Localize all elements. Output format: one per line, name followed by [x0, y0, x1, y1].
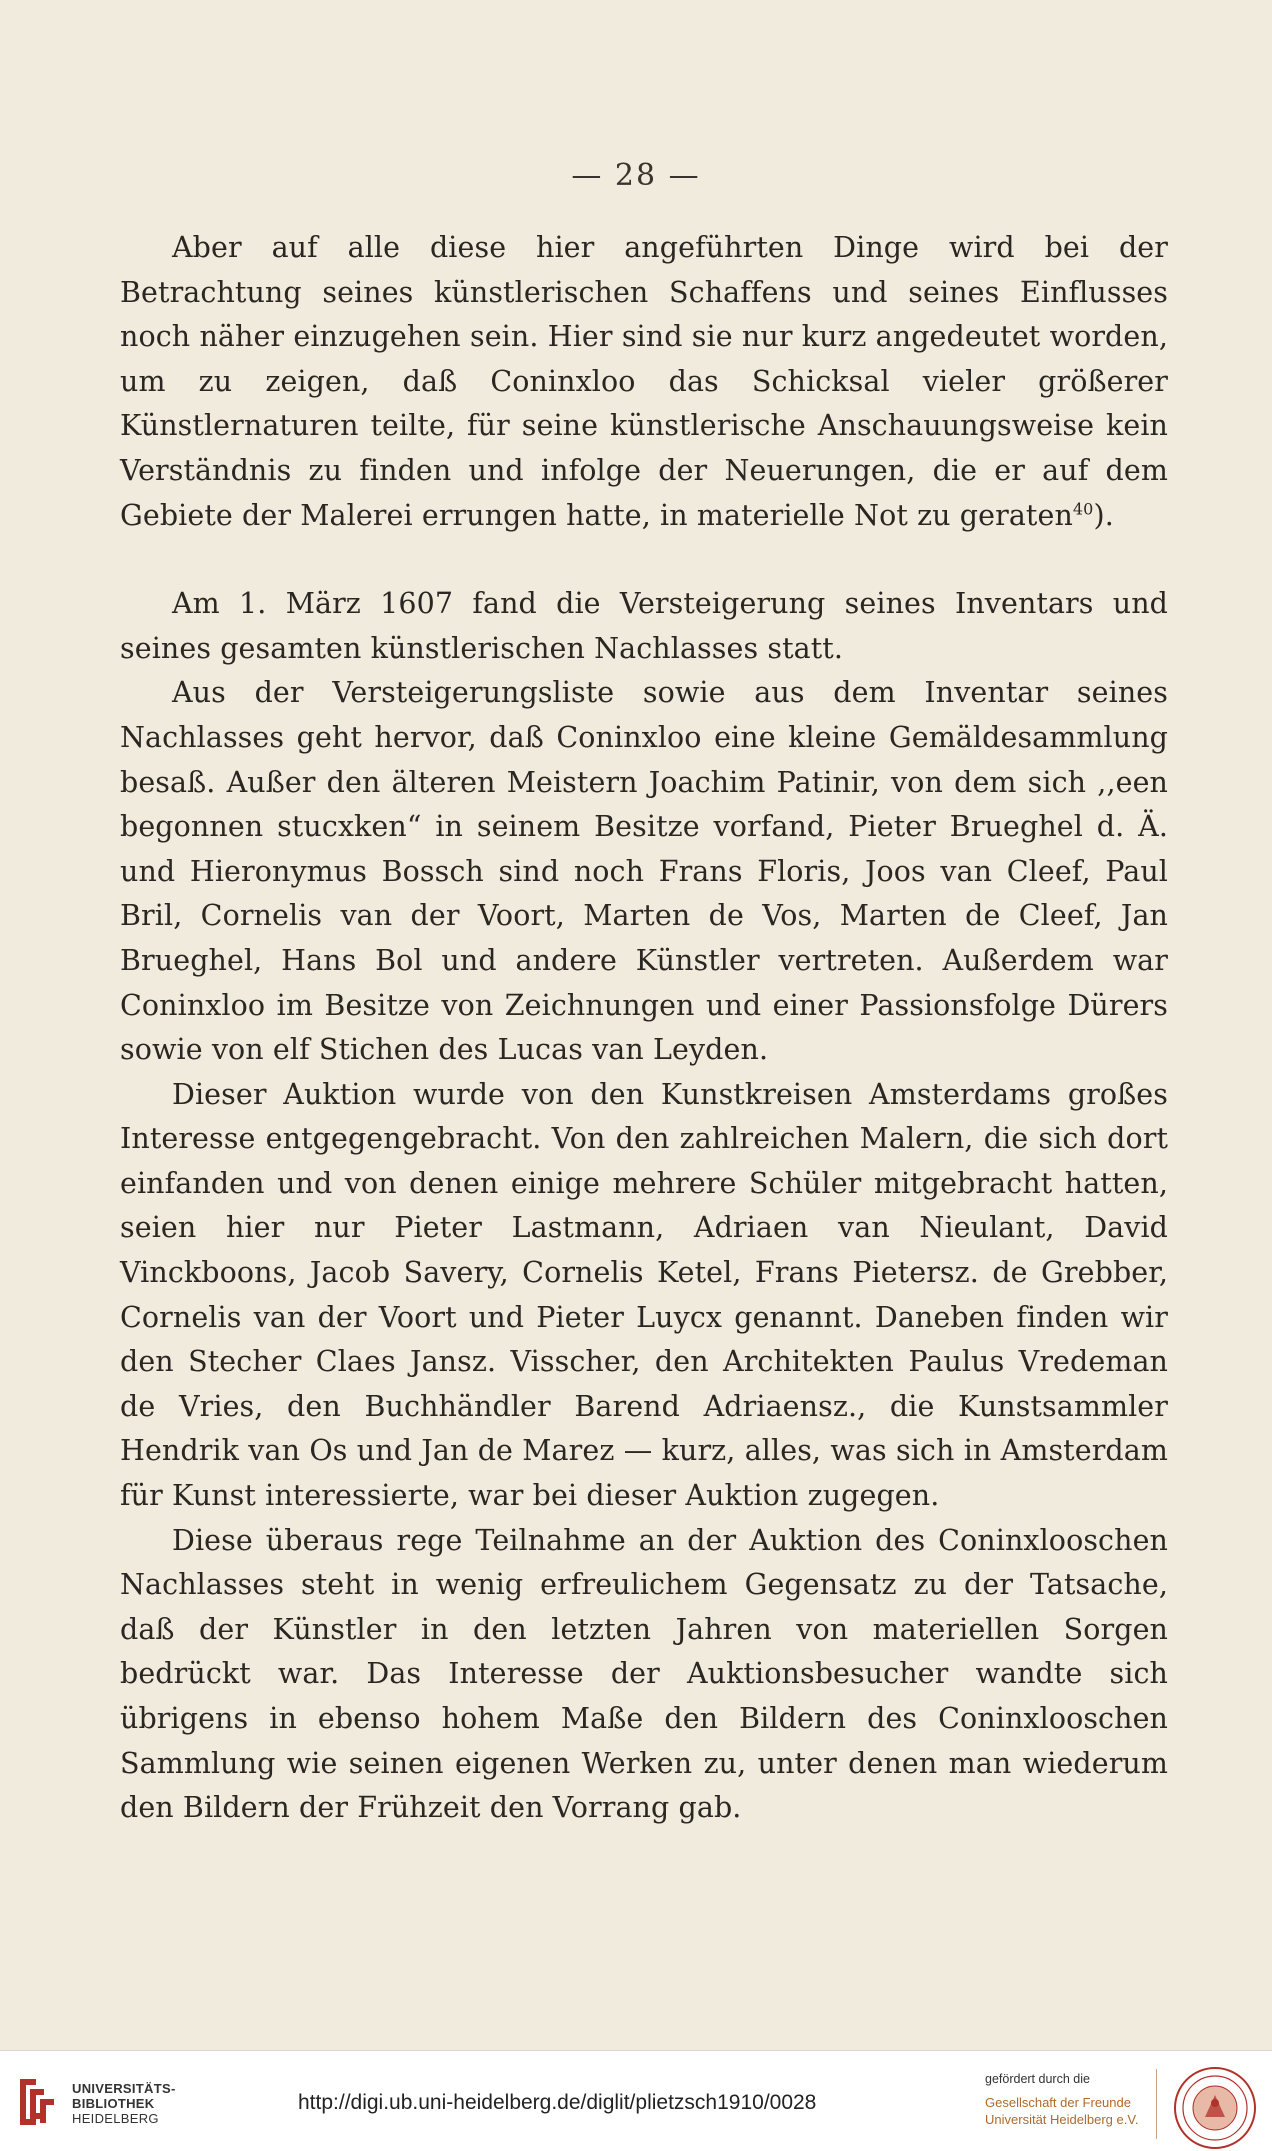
- library-line-2: BIBLIOTHEK: [72, 2096, 155, 2111]
- paragraph-4: Dieser Auktion wurde von den Kunstkreisen Amsterdams großes Interesse entgegengebracht. Von den zahlreichen Malern, die sich dort einfanden und von denen einige mehrere Schüler mitgebracht hatten, seien hier nur Pieter Lastmann, Adriaen van Nieulant, David Vinckboons, Jacob Savery, Cornelis Ketel, Frans Pietersz. de Grebber, Cornelis van der Voort und Pieter Luycx genannt. Daneben finden wir den Stecher Claes Jansz. Visscher, den Architekten Paulus Vredeman de Vries, den Buchhändler Barend Adriaensz., die Kunstsammler Hendrik van Os und Jan de Marez — kurz, alles, was sich in Amsterdam für Kunst interessierte, war bei dieser Auktion zugegen.: [120, 1077, 1168, 1513]
- sponsor-lead: gefördert durch die: [985, 2072, 1090, 2086]
- footer-divider: [1156, 2069, 1157, 2139]
- paragraph-1-tail: ).: [1093, 498, 1114, 532]
- viewer-footer: [0, 2050, 1272, 2151]
- footnote-ref-40[interactable]: 40: [1072, 499, 1094, 519]
- sponsor-org-line-1[interactable]: Gesellschaft der Freunde: [985, 2095, 1131, 2110]
- paragraph-3: Aus der Versteigerungsliste sowie aus dem Inventar seines Nachlasses geht hervor, daß Coninxloo eine kleine Gemäldesammlung besaß. Außer den älteren Meistern Joachim Patinir, von dem sich ,,een begonnen stucxken“ in seinem Besitze vorfand, Pieter Brueghel d. Ä. und Hieronymus Bossch sind noch Frans Floris, Joos van Cleef, Paul Bril, Cornelis van der Voort, Marten de Vos, Marten de Cleef, Jan Brueghel, Hans Bol und andere Künstler vertreten. Außerdem war Coninxloo im Besitze von Zeichnungen und einer Passionsfolge Dürers sowie von elf Stichen des Lucas van Leyden.: [120, 676, 1168, 1067]
- paragraph-5: Diese überaus rege Teilnahme an der Auktion des Coninxlooschen Nachlasses steht in wenig erfreulichem Gegensatz zu der Tatsache, daß der Künstler in den letzten Jahren von materiellen Sorgen bedrückt war. Das Interesse der Auktionsbesucher wandte sich übrigens in ebenso hohem Maße den Bildern des Coninxlooschen Sammlung wie seinen eigenen Werken zu, unter denen man wiederum den Bildern der Frühzeit den Vorrang gab.: [120, 1523, 1168, 1825]
- paragraph-1-text: Aber auf alle diese hier angeführten Dinge wird bei der Betrachtung seines künstlerischen Schaffens und seines Einflusses noch näher einzugehen sein. Hier sind sie nur kurz angedeutet worden, um zu zeigen, daß Coninxloo das Schicksal vieler größerer Künstlernaturen teilte, für seine künstlerische Anschauungsweise kein Verständnis zu finden und infolge der Neuerungen, die er auf dem Gebiete der Malerei errungen hatte, in materielle Not zu geraten: [120, 231, 1168, 532]
- body-text: [120, 226, 1168, 1831]
- permalink-url[interactable]: http://digi.ub.uni-heidelberg.de/diglit/plietzsch1910/0028: [298, 2091, 817, 2114]
- library-line-1: UNIVERSITÄTS-: [72, 2081, 176, 2096]
- library-line-3: HEIDELBERG: [72, 2111, 159, 2126]
- paragraph-2: Am 1. März 1607 fand die Versteigerung seines Inventars und seines gesamten künstlerischen Nachlasses statt.: [120, 587, 1168, 665]
- paragraph-1: [120, 226, 1168, 538]
- sponsor-block: [985, 2071, 1165, 2128]
- sponsor-org-line-2[interactable]: Universität Heidelberg e.V.: [985, 2112, 1139, 2127]
- page-number: — 28 —: [571, 158, 701, 193]
- university-seal-icon[interactable]: [1172, 2065, 1258, 2151]
- library-name: [72, 2081, 176, 2126]
- ub-logo-icon[interactable]: [14, 2073, 62, 2131]
